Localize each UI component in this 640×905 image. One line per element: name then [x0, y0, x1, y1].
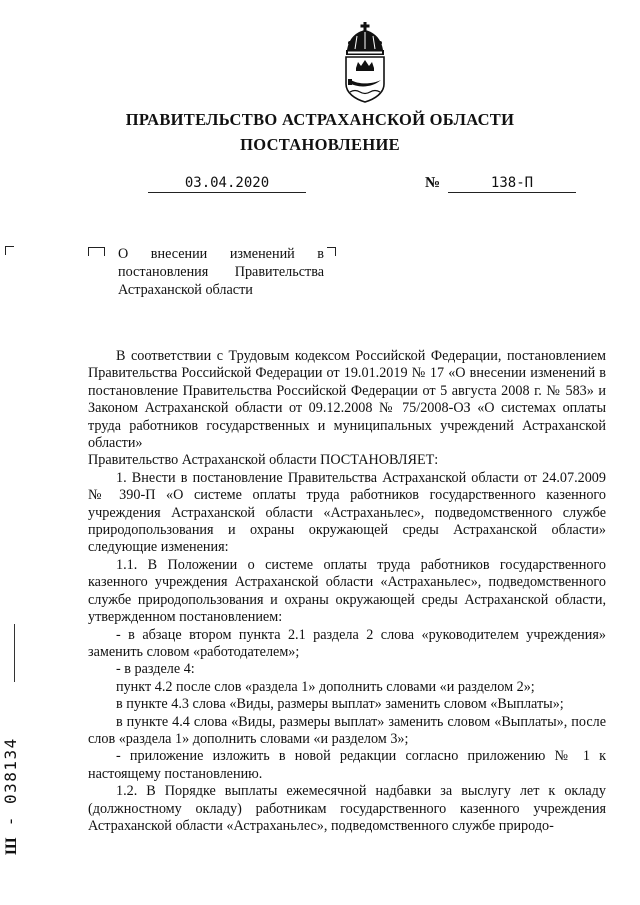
paragraph: 1. Внести в постановление Правительства Астраханской области от 24.07.2009 № 390-П «О системе оплаты труда работников государственного казенного учреждения Астраханской области «Астраханьлес», подведомственного службе природопользования и охраны окружающей среды Астраханской области» следующие изменения: [88, 469, 606, 556]
paragraph: Правительство Астраханской области ПОСТАНОВЛЯЕТ: [88, 452, 439, 469]
document-date: 03.04.2020 [148, 175, 306, 193]
corner-mark-icon [327, 247, 336, 256]
document-body [88, 348, 606, 835]
margin-line [14, 624, 15, 682]
number-sign: № [425, 175, 441, 191]
paragraph: пункт 4.2 после слов «раздела 1» дополнить словами «и разделом 2»; [116, 678, 535, 695]
serial-digits: 038134 [1, 737, 20, 805]
paragraph: - приложение изложить в новой редакции согласно приложению № 1 к настоящему постановлению. [88, 748, 606, 782]
document-number: 138-П [448, 175, 576, 193]
serial-prefix: Ш [3, 837, 20, 855]
document-subject: О внесении изменений в постановления Правительства Астраханской области [118, 246, 324, 298]
coat-of-arms-emblem [340, 22, 390, 104]
paragraph: в пункте 4.3 слова «Виды, размеры выплат» заменить словом «Выплаты»; [116, 696, 564, 713]
corner-mark-icon [5, 246, 14, 255]
paragraph: В соответствии с Трудовым кодексом Российской Федерации, постановлением Правительства Российской Федерации от 19.01.2019 № 17 «О внесении изменений в постановление Правительства Российской Федерации от 5 августа 2008 г. № 583» и Законом Астраханской области от 09.12.2008 № 75/2008-ОЗ «О системах оплаты труда работников государственных и муниципальных учреждений Астраханской области» [88, 348, 606, 452]
serial-code: Ш - 038134 [1, 737, 20, 855]
paragraph: 1.1. В Положении о системе оплаты труда работников государственного казенного учреждения Астраханской области «Астраханьлес», подведомственного службе природопользования и охраны окружающей среды Астраханской области, утвержденном постановлением: [88, 556, 606, 626]
corner-mark-icon [96, 247, 105, 256]
organization-title: ПРАВИТЕЛЬСТВО АСТРАХАНСКОЙ ОБЛАСТИ [125, 110, 515, 129]
paragraph: в пункте 4.4 слова «Виды, размеры выплат» заменить словом «Выплаты», после слов «раздела 1» дополнить словами «и разделом 3»; [88, 713, 606, 747]
document-type: ПОСТАНОВЛЕНИЕ [240, 135, 400, 154]
paragraph: - в разделе 4: [116, 661, 195, 678]
paragraph: 1.2. В Порядке выплаты ежемесячной надбавки за выслугу лет к окладу (должностному окладу) работникам государственного казенного учреждения Астраханской области «Астраханьлес», подведомственного службе природо- [88, 783, 606, 834]
paragraph: - в абзаце втором пункта 2.1 раздела 2 слова «руководителем учреждения» заменить словом «работодателем»; [88, 626, 606, 660]
